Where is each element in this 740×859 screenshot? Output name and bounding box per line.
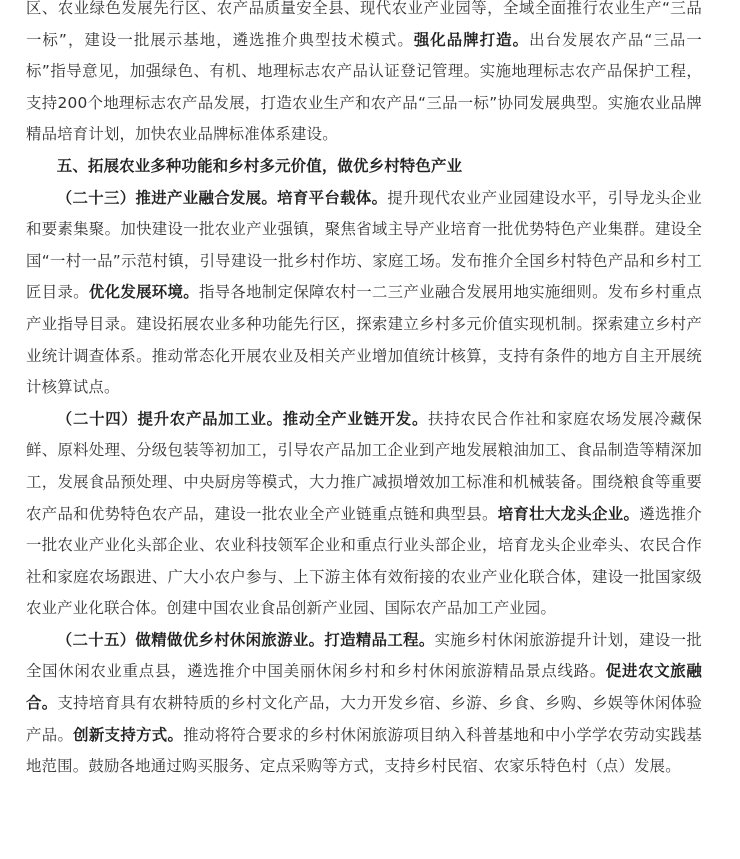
paragraph-text: 推动将符合要求的乡村休闲旅游项目纳入科普基地和中小学学农劳动实践基地范围。鼓励各地通过购买服务、定点采购等方式，支持乡村民宿、农家乐特色村（点）发展。 (26, 725, 702, 776)
paragraph-text: 区、农业绿色发展先行区、农产品质量安全县、现代农业产业园等，全域全面推行农业生产“三品一标”，建设一批展示基地，遴选推介典型技术模式。 (26, 0, 702, 49)
item-heading-25: （二十五）做精做优乡村休闲旅游业。打造精品工程。 (56, 630, 435, 649)
bold-phrase-leading-enterprises: 培育壮大龙头企业。 (497, 504, 640, 523)
bold-phrase-optimize-environment: 优化发展环境。 (88, 283, 199, 302)
paragraph-24-processing-industry (26, 404, 702, 625)
paragraph-text: 出台发展农产品“三品一标”指导意见，加强绿色、有机、地理标志农产品认证登记管理。实施地理标志农产品保护工程，支持200个地理标志农产品发展，打造农业生产和农产品“三品一标”协同发展典型。实施农业品牌精品培育计划，加快农业品牌标准体系建设。 (26, 30, 702, 144)
bold-phrase-innovative-support: 创新支持方式。 (73, 725, 184, 744)
item-heading-23: （二十三）推进产业融合发展。培育平台载体。 (56, 188, 388, 207)
paragraph-text: 指导各地制定保障农村一二三产业融合发展用地实施细则。发布乡村重点产业指导目录。建设拓展农业多种功能先行区，探索建立乡村多元价值实现机制。探索建立乡村产业统计调查体系。推动常态化开展农业及相关产业增加值统计核算，支持有条件的地方自主开展统计核算试点。 (26, 283, 703, 397)
paragraph-text: 实施乡村休闲旅游提升计划，建设一批全国休闲农业重点县，遴选推介中国美丽休闲乡村和乡村休闲旅游精品景点线路。 (26, 630, 702, 681)
paragraph-23-industry-integration (26, 183, 702, 404)
paragraph-text: 遴选推介一批农业产业化头部企业、农业科技领军企业和重点行业头部企业，培育龙头企业牵头、农民合作社和家庭农场跟进、广大小农户参与、上下游主体有效衔接的农业产业化联合体，建设一批国家级农业产业化联合体。创建中国农业食品创新产业园、国际农产品加工产业园。 (26, 504, 702, 618)
item-heading-24: （二十四）提升农产品加工业。推动全产业链开发。 (56, 409, 429, 428)
paragraph-text: 支持培育具有农耕特质的乡村文化产品，大力开发乡宿、乡游、乡食、乡购、乡娱等休闲体验产品。 (26, 694, 702, 744)
bold-phrase-agri-culture-tourism: 促进农文旅融合。 (26, 662, 703, 713)
paragraph-text: 扶持农民合作社和家庭农场发展冷藏保鲜、原料处理、分级包装等初加工，引导农产品加工企业到产地发展粮油加工、食品制造等精深加工，发展食品预处理、中央厨房等模式，大力推广减损增效加工标准和机械装备。围绕粮食等重要农产品和优势特色农产品，建设一批农业全产业链重点链和典型县。 (26, 409, 702, 523)
paragraph-brand-building (26, 0, 702, 151)
section-heading: 五、拓展农业多种功能和乡村多元价值，做优乡村特色产业 (56, 156, 463, 175)
bold-phrase-strengthen-brand: 强化品牌打造。 (413, 30, 530, 49)
paragraph-text: 提升现代农业产业园建设水平，引导龙头企业和要素集聚。加快建设一批农业产业强镇，聚焦省域主导产业培育一批优势特色产业集群。建设全国“一村一品”示范村镇，引导建设一批乡村作坊、家庭工场。发布推介全国乡村特色产品和乡村工匠目录。 (26, 188, 702, 302)
paragraph-25-leisure-tourism (26, 625, 702, 783)
